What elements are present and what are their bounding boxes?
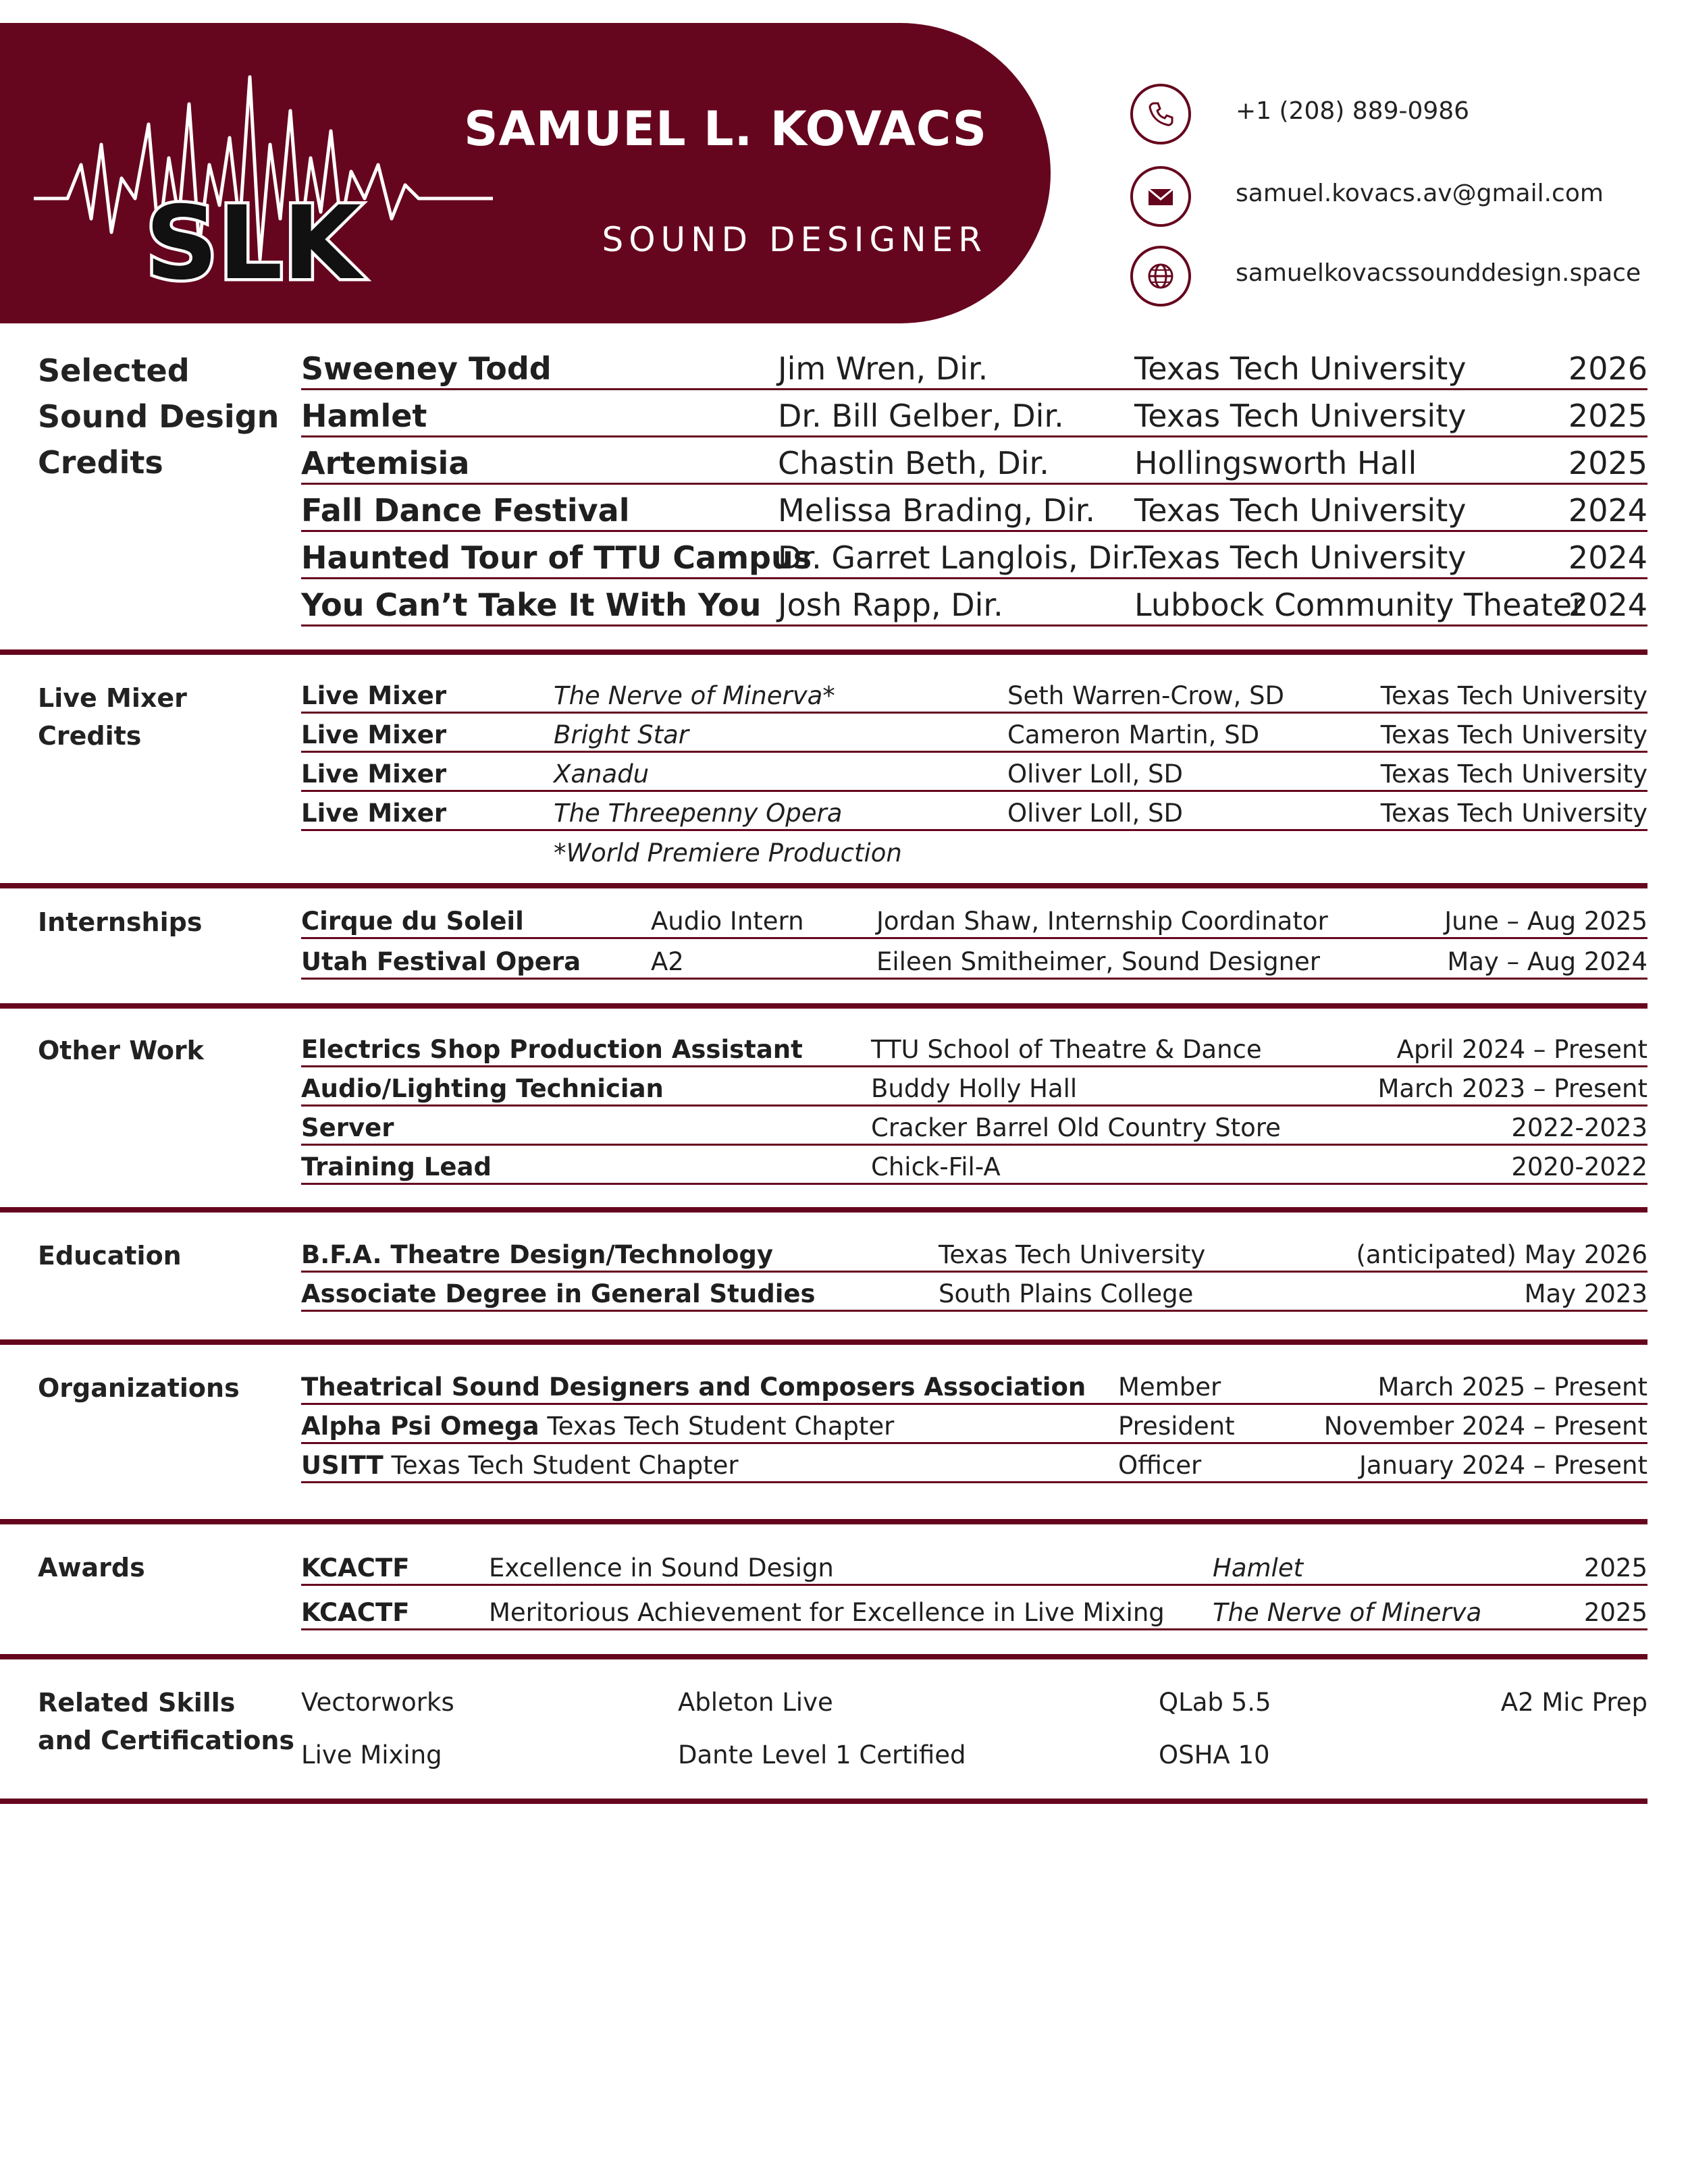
- table-row: Audio/Lighting Technician Buddy Holly Hall March 2023 – Present: [301, 1068, 1647, 1107]
- section-divider: [0, 1799, 1647, 1804]
- phone-icon: [1130, 84, 1191, 144]
- skill-item: OSHA 10: [1159, 1740, 1270, 1769]
- table-row: You Can’t Take It With You Josh Rapp, Dir. Lubbock Community Theater 2024: [301, 581, 1647, 627]
- section-title: Internships: [38, 907, 203, 937]
- skill-item: Live Mixing: [301, 1740, 442, 1769]
- section-divider: [0, 1654, 1647, 1659]
- table-row: USITT Texas Tech Student Chapter Officer January 2024 – Present: [301, 1445, 1647, 1483]
- table-row: Haunted Tour of TTU Campus Dr. Garret Langlois, Dir. Texas Tech University 2024: [301, 534, 1647, 579]
- skill-item: Ableton Live: [678, 1688, 833, 1717]
- section-title: Related Skills and Certifications: [38, 1688, 295, 1755]
- section-divider: [0, 1207, 1647, 1213]
- table-row: Server Cracker Barrel Old Country Store 2022-2023: [301, 1107, 1647, 1146]
- skill-item: A2 Mic Prep: [1500, 1688, 1647, 1717]
- section-divider: [0, 1519, 1647, 1524]
- table-row: B.F.A. Theatre Design/Technology Texas Tech University (anticipated) May 2026: [301, 1234, 1647, 1273]
- section-divider: [0, 649, 1647, 655]
- header-banner: [0, 23, 1051, 323]
- website-url[interactable]: samuelkovacssounddesign.space: [1236, 259, 1641, 287]
- table-row: Artemisia Chastin Beth, Dir. Hollingsworth Hall 2025: [301, 440, 1647, 485]
- phone-number[interactable]: +1 (208) 889-0986: [1236, 97, 1470, 125]
- section-title: Organizations: [38, 1373, 240, 1403]
- skills-row: [301, 1740, 1647, 1774]
- table-row: KCACTF Excellence in Sound Design Hamlet 2025: [301, 1546, 1647, 1586]
- job-title: SOUND DESIGNER: [602, 220, 987, 259]
- table-row: Fall Dance Festival Melissa Brading, Dir. Texas Tech University 2024: [301, 487, 1647, 532]
- person-name: SAMUEL L. KOVACS: [464, 101, 987, 157]
- skills-row: [301, 1688, 1647, 1722]
- section-divider: [0, 1003, 1647, 1009]
- skill-item: Dante Level 1 Certified: [678, 1740, 966, 1769]
- table-row: Live Mixer Bright Star Cameron Martin, SD Texas Tech University: [301, 714, 1647, 753]
- table-row: Live Mixer Xanadu Oliver Loll, SD Texas Tech University: [301, 753, 1647, 792]
- table-row: Live Mixer The Threepenny Opera Oliver Loll, SD Texas Tech University: [301, 793, 1647, 831]
- section-title: Other Work: [38, 1036, 204, 1065]
- table-row: KCACTF Meritorious Achievement for Excellence in Live Mixing The Nerve of Minerva 2025: [301, 1591, 1647, 1630]
- table-row: Alpha Psi Omega Texas Tech Student Chapter President November 2024 – Present: [301, 1406, 1647, 1444]
- section-title: Education: [38, 1241, 182, 1271]
- email-address[interactable]: samuel.kovacs.av@gmail.com: [1236, 180, 1604, 207]
- table-row: Utah Festival Opera A2 Eileen Smitheimer, Sound Designer May – Aug 2024: [301, 941, 1647, 980]
- table-row: Live Mixer The Nerve of Minerva* Seth Warren-Crow, SD Texas Tech University: [301, 675, 1647, 714]
- table-row: Theatrical Sound Designers and Composers Association Member March 2025 – Present: [301, 1366, 1647, 1405]
- logo-text: SLK: [145, 185, 361, 302]
- section-divider: [0, 883, 1647, 888]
- section-title: Awards: [38, 1553, 145, 1582]
- email-icon: [1130, 166, 1191, 227]
- skill-item: QLab 5.5: [1159, 1688, 1271, 1717]
- globe-icon: [1130, 246, 1191, 307]
- section-title: Live Mixer Credits: [38, 683, 187, 751]
- table-row: Training Lead Chick-Fil-A 2020-2022: [301, 1146, 1647, 1185]
- skill-item: Vectorworks: [301, 1688, 454, 1717]
- section-title: Selected Sound Design Credits: [38, 352, 280, 481]
- table-row: Electrics Shop Production Assistant TTU School of Theatre & Dance April 2024 – Present: [301, 1029, 1647, 1067]
- table-row: Hamlet Dr. Bill Gelber, Dir. Texas Tech University 2025: [301, 392, 1647, 437]
- section-divider: [0, 1339, 1647, 1345]
- table-row: Associate Degree in General Studies South Plains College May 2023: [301, 1273, 1647, 1312]
- table-row: Sweeney Todd Jim Wren, Dir. Texas Tech University 2026: [301, 345, 1647, 390]
- table-row: Cirque du Soleil Audio Intern Jordan Shaw, Internship Coordinator June – Aug 2025: [301, 901, 1647, 939]
- slk-logo: [27, 63, 500, 307]
